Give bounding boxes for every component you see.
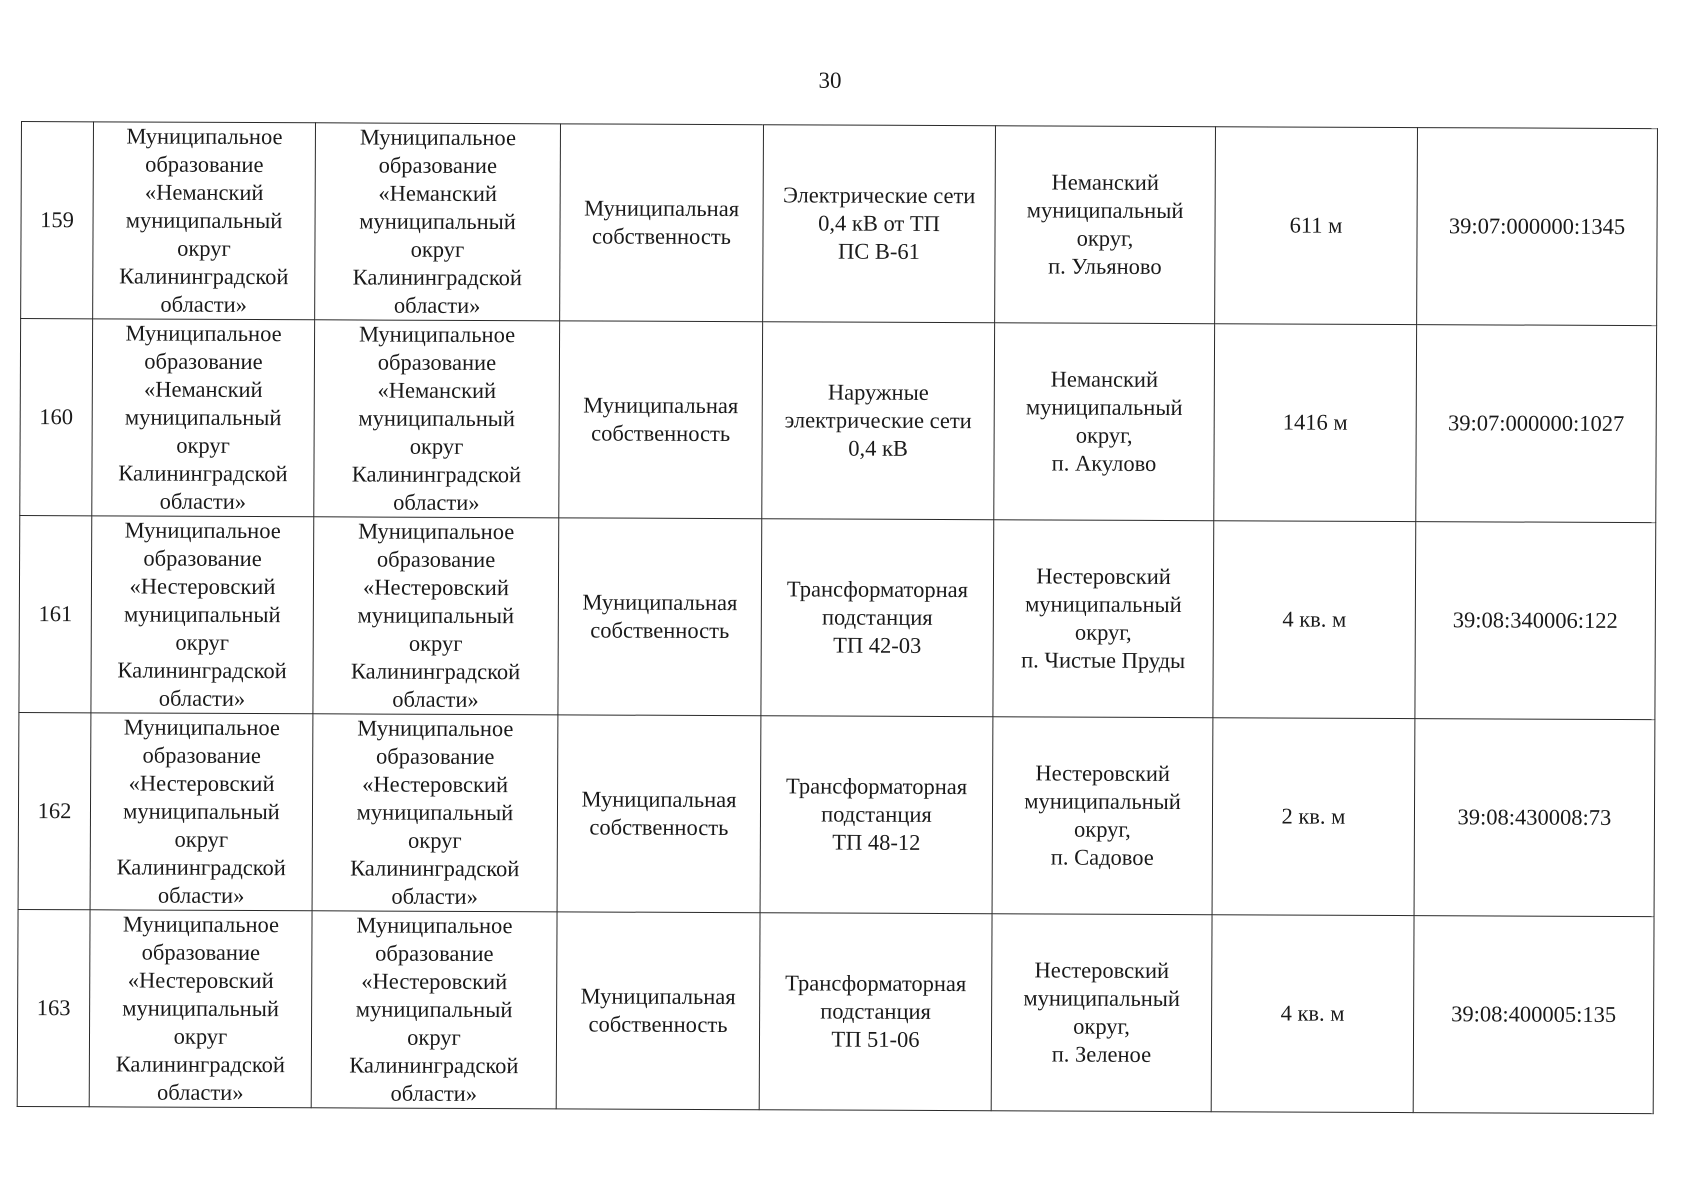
location-text: Неманский муниципальный округ, п. Ульяново [1026, 169, 1184, 279]
object-cell [761, 519, 994, 717]
size-text: 1416 м [1282, 409, 1348, 435]
location-text: Нестеровский муниципальный округ, п. Зеленое [1023, 957, 1181, 1067]
row-number-cell [20, 319, 93, 516]
row-number-cell [21, 122, 94, 319]
owner-text: Муниципальное образование «Нестеровский муниципальный округ Калининградской области» [350, 715, 520, 910]
ownership-text: Муниципальная собственность [581, 786, 737, 841]
holder-cell [93, 122, 316, 320]
row-number-cell [18, 712, 91, 909]
size-text: 2 кв. м [1281, 803, 1346, 829]
owner-cell [311, 911, 557, 1109]
cadastral-cell [1413, 916, 1654, 1114]
size-cell [1215, 127, 1418, 325]
holder-text: Муниципальное образование «Нестеровский муниципальный округ Калининградской области» [115, 911, 286, 1105]
table-row [20, 319, 1657, 523]
object-cell [763, 125, 996, 323]
owner-text: Муниципальное образование «Нестеровский муниципальный округ Калининградской области» [349, 912, 519, 1106]
object-cell [762, 322, 995, 520]
cadastral-cell [1416, 325, 1657, 523]
cadastral-number: 39:07:000000:1027 [1448, 410, 1625, 436]
owner-text: Муниципальное образование «Неманский муниципальный округ Калининградской области» [351, 321, 522, 516]
object-text: Трансформаторная подстанция ТП 51-06 [785, 970, 967, 1052]
property-registry-table [17, 121, 1658, 1114]
table-row [19, 515, 1656, 719]
size-text: 4 кв. м [1282, 606, 1347, 632]
row-number-cell [17, 909, 90, 1106]
cadastral-number: 39:07:000000:1345 [1448, 213, 1626, 240]
owner-cell [313, 517, 559, 715]
owner-text: Муниципальное образование «Нестеровский муниципальный округ Калининградской области» [350, 518, 521, 713]
cadastral-number: 39:08:430008:73 [1457, 804, 1612, 830]
cadastral-number: 39:08:340006:122 [1452, 607, 1618, 633]
holder-cell [91, 516, 314, 714]
ownership-text: Муниципальная собственность [580, 983, 736, 1038]
holder-text: Муниципальное образование «Нестеровский муниципальный округ Калининградской области» [116, 714, 286, 908]
ownership-cell [557, 715, 761, 913]
row-number: 160 [39, 404, 74, 430]
size-cell [1214, 324, 1417, 522]
cadastral-cell [1414, 719, 1655, 917]
holder-text: Муниципальное образование «Нестеровский муниципальный округ Калининградской области» [117, 517, 287, 711]
holder-cell [90, 713, 313, 911]
holder-cell [89, 910, 312, 1108]
ownership-text: Муниципальная собственность [582, 589, 738, 644]
size-text: 4 кв. м [1280, 1000, 1345, 1026]
table-row [21, 122, 1658, 326]
location-text: Неманский муниципальный округ, п. Акулово [1025, 366, 1183, 476]
object-text: Трансформаторная подстанция ТП 48-12 [786, 773, 968, 855]
row-number-cell [19, 515, 92, 712]
cadastral-cell [1415, 522, 1656, 720]
object-cell [760, 716, 993, 914]
ownership-cell [559, 321, 763, 519]
row-number: 163 [36, 995, 71, 1021]
row-number: 159 [40, 207, 74, 233]
cadastral-cell [1417, 128, 1658, 326]
location-cell [992, 717, 1213, 915]
object-text: Наружные электрические сети 0,4 кВ [784, 379, 972, 461]
location-cell [995, 126, 1216, 324]
ownership-text: Муниципальная собственность [584, 195, 740, 250]
location-cell [994, 323, 1215, 521]
ownership-cell [558, 518, 762, 716]
owner-text: Муниципальное образование «Неманский муниципальный округ Калининградской области» [352, 124, 523, 319]
object-text: Трансформаторная подстанция ТП 42-03 [786, 576, 969, 658]
size-cell [1211, 915, 1414, 1113]
location-cell [993, 520, 1214, 718]
owner-cell [314, 320, 560, 518]
holder-text: Муниципальное образование «Неманский муниципальный округ Калининградской области» [118, 320, 288, 514]
holder-text: Муниципальное образование «Неманский муниципальный округ Калининградской области» [119, 123, 289, 317]
location-text: Нестеровский муниципальный округ, п. Садовое [1024, 760, 1181, 870]
table-row [18, 712, 1655, 916]
page-number: 30 [818, 68, 842, 93]
table-row [17, 909, 1654, 1113]
row-number: 162 [37, 798, 72, 824]
object-text: Электрические сети 0,4 кВ от ТП ПС В-61 [782, 182, 976, 264]
owner-cell [315, 123, 561, 321]
holder-cell [92, 319, 315, 517]
cadastral-number: 39:08:400005:135 [1451, 1001, 1617, 1027]
owner-cell [312, 714, 558, 912]
ownership-cell [556, 912, 760, 1110]
location-text: Нестеровский муниципальный округ, п. Чистые Пруды [1021, 563, 1186, 674]
size-cell [1212, 718, 1415, 916]
size-text: 611 м [1289, 212, 1343, 238]
ownership-cell [560, 124, 764, 322]
row-number: 161 [38, 601, 73, 627]
object-cell [759, 913, 992, 1111]
ownership-text: Муниципальная собственность [583, 392, 739, 447]
location-cell [991, 914, 1212, 1112]
size-cell [1213, 521, 1416, 719]
